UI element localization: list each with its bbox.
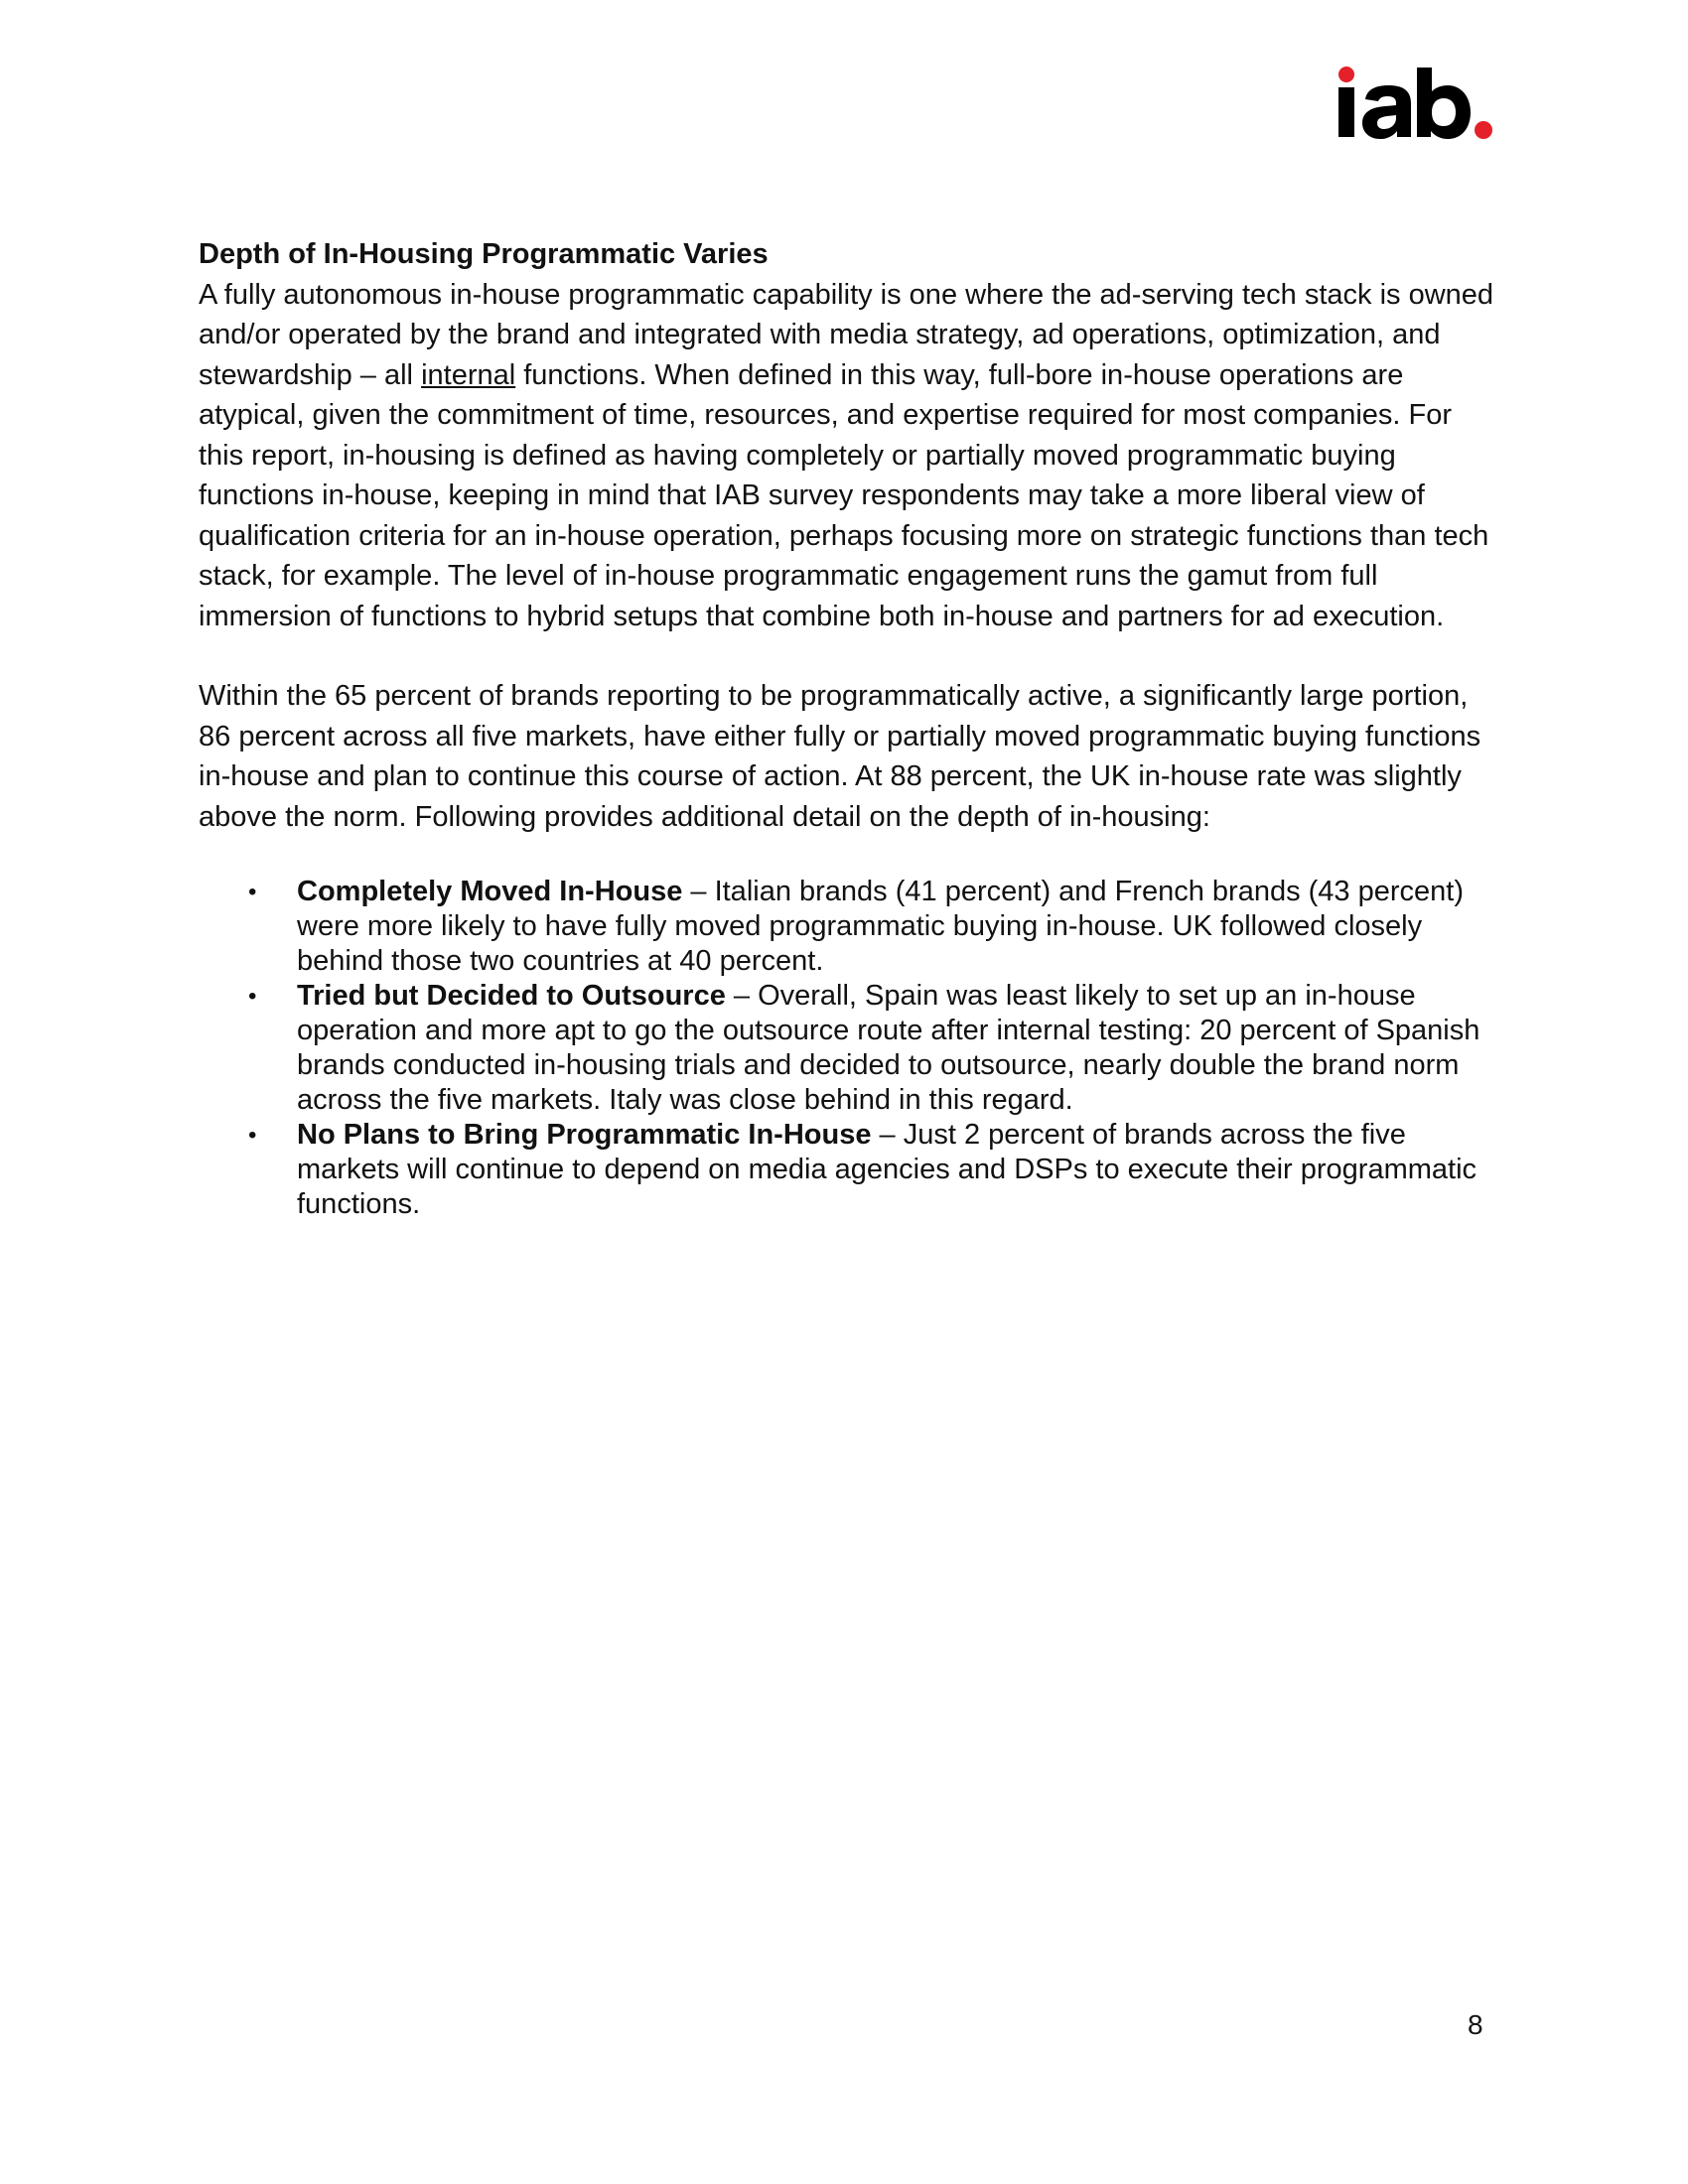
section-heading: Depth of In-Housing Programmatic Varies — [199, 238, 769, 270]
bullet-text: – Overall, Spain was least likely to set up an in-house operation and more apt to go the outsource route after internal testing: 20 percent of Spanish brands conducted in-housing trials and decided to outsource, nearly double the brand norm across the five markets. Italy was close behind in this regard. — [297, 980, 1480, 1116]
main-content — [199, 234, 1494, 1222]
bullet-title: No Plans to Bring Programmatic In-House — [297, 1119, 872, 1151]
logo-i-stem — [1338, 87, 1354, 137]
bullet-icon: • — [248, 1122, 257, 1149]
bullet-item — [199, 979, 1494, 1118]
logo-b — [1417, 68, 1471, 139]
paragraph-1-start: A fully autonomous in-house programmatic capability is one where the ad-serving tech stack is owned and/or operated by the brand and integrated with media strategy, ad operations, optimization, and stewardship – all — [199, 278, 1494, 391]
bullet-item — [199, 875, 1494, 979]
bullet-text: – Italian brands (41 percent) and French brands (43 percent) were more likely to have fully moved programmatic buying in-house. UK followed closely behind those two countries at 40 percent. — [297, 876, 1464, 977]
iab-logo-graphic — [1336, 66, 1494, 151]
bullet-text: – Just 2 percent of brands across the five markets will continue to depend on media agencies and DSPs to execute their programmatic functions. — [297, 1119, 1477, 1220]
logo-a — [1362, 85, 1411, 139]
paragraph-1 — [199, 275, 1494, 637]
bullet-icon: • — [248, 879, 257, 905]
bullet-title: Tried but Decided to Outsource — [297, 980, 726, 1012]
bullet-item — [199, 1118, 1494, 1222]
bullet-icon: • — [248, 983, 257, 1010]
logo-period-dot — [1475, 121, 1492, 139]
logo-i-dot — [1338, 67, 1354, 82]
underlined-word: internal — [421, 358, 516, 391]
paragraph-1-end: functions. When defined in this way, full-bore in-house operations are atypical, given the commitment of time, resources, and expertise required for most companies. For this report, in-housing is defined as having completely or partially moved programmatic buying functions in-house, keeping in mind that IAB survey respondents may take a more liberal view of qualification criteria for an in-house operation, perhaps focusing more on strategic functions than tech stack, for example. The level of in-house programmatic engagement runs the gamut from full immersion of functions to hybrid setups that combine both in-house and partners for ad execution. — [199, 358, 1489, 632]
bullet-list — [199, 875, 1494, 1222]
page-number: 8 — [1468, 2009, 1483, 2040]
iab-logo — [1336, 66, 1494, 151]
bullet-title: Completely Moved In-House — [297, 876, 683, 907]
paragraph-2: Within the 65 percent of brands reporting to be programmatically active, a significantly large portion, 86 percent across all five markets, have either fully or partially moved programmatic buying functions in-house and plan to continue this course of action. At 88 percent, the UK in-house rate was slightly above the norm. Following provides additional detail on the depth of in-housing: — [199, 680, 1481, 833]
